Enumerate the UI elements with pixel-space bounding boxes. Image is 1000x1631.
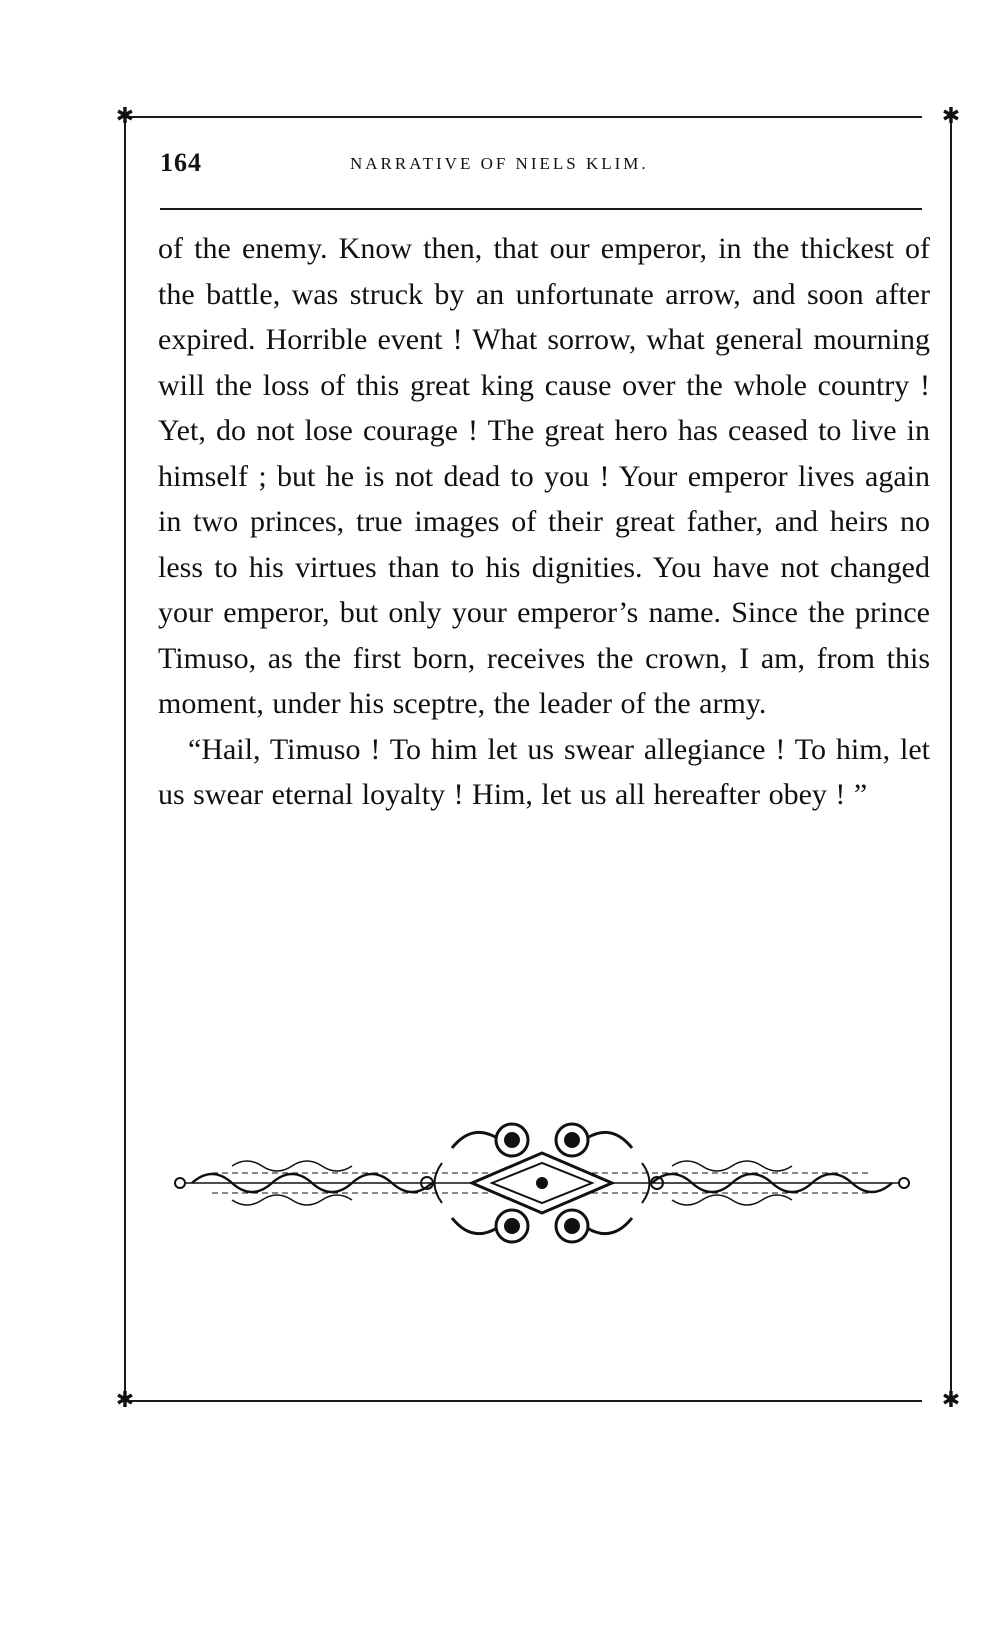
frame-top-rule xyxy=(126,116,922,118)
page-body xyxy=(158,226,930,818)
paragraph: “Hail, Timuso ! To him let us swear allegiance ! To him, let us swear eternal loyalty ! Him, let us all hereafter obey ! ” xyxy=(158,732,930,811)
frame-left-rule xyxy=(124,118,126,1400)
running-head: NARRATIVE OF NIELS KLIM. xyxy=(350,154,649,173)
frame-bottom-rule xyxy=(126,1400,922,1402)
frame-right-rule xyxy=(950,118,952,1400)
asterisk-ornament-icon: ✱ xyxy=(941,1388,961,1413)
header-rule xyxy=(160,208,922,210)
asterisk-ornament-icon: ✱ xyxy=(115,1388,135,1413)
asterisk-ornament-icon: ✱ xyxy=(941,104,961,129)
page-number: 164 xyxy=(160,148,202,177)
page-header xyxy=(160,148,920,182)
scroll-ornament-icon xyxy=(172,1118,912,1248)
asterisk-ornament-icon: ✱ xyxy=(115,104,135,129)
paragraph: of the enemy. Know then, that our emperor, in the thickest of the battle, was struck by an unfortunate arrow, and soon after expired. Horrible event ! What sorrow, what general mourning will the loss of this great king cause over the whole country ! Yet, do not lose courage ! The great hero has ceased to live in himself ; but he is not dead to you ! Your emperor lives again in two princes, true images of their great father, and heirs no less to his virtues than to his dignities. You have not changed your emperor, but only your emperor’s name. Since the prince Timuso, as the first born, receives the crown, I am, from this moment, under his sceptre, the leader of the army. xyxy=(158,232,930,720)
